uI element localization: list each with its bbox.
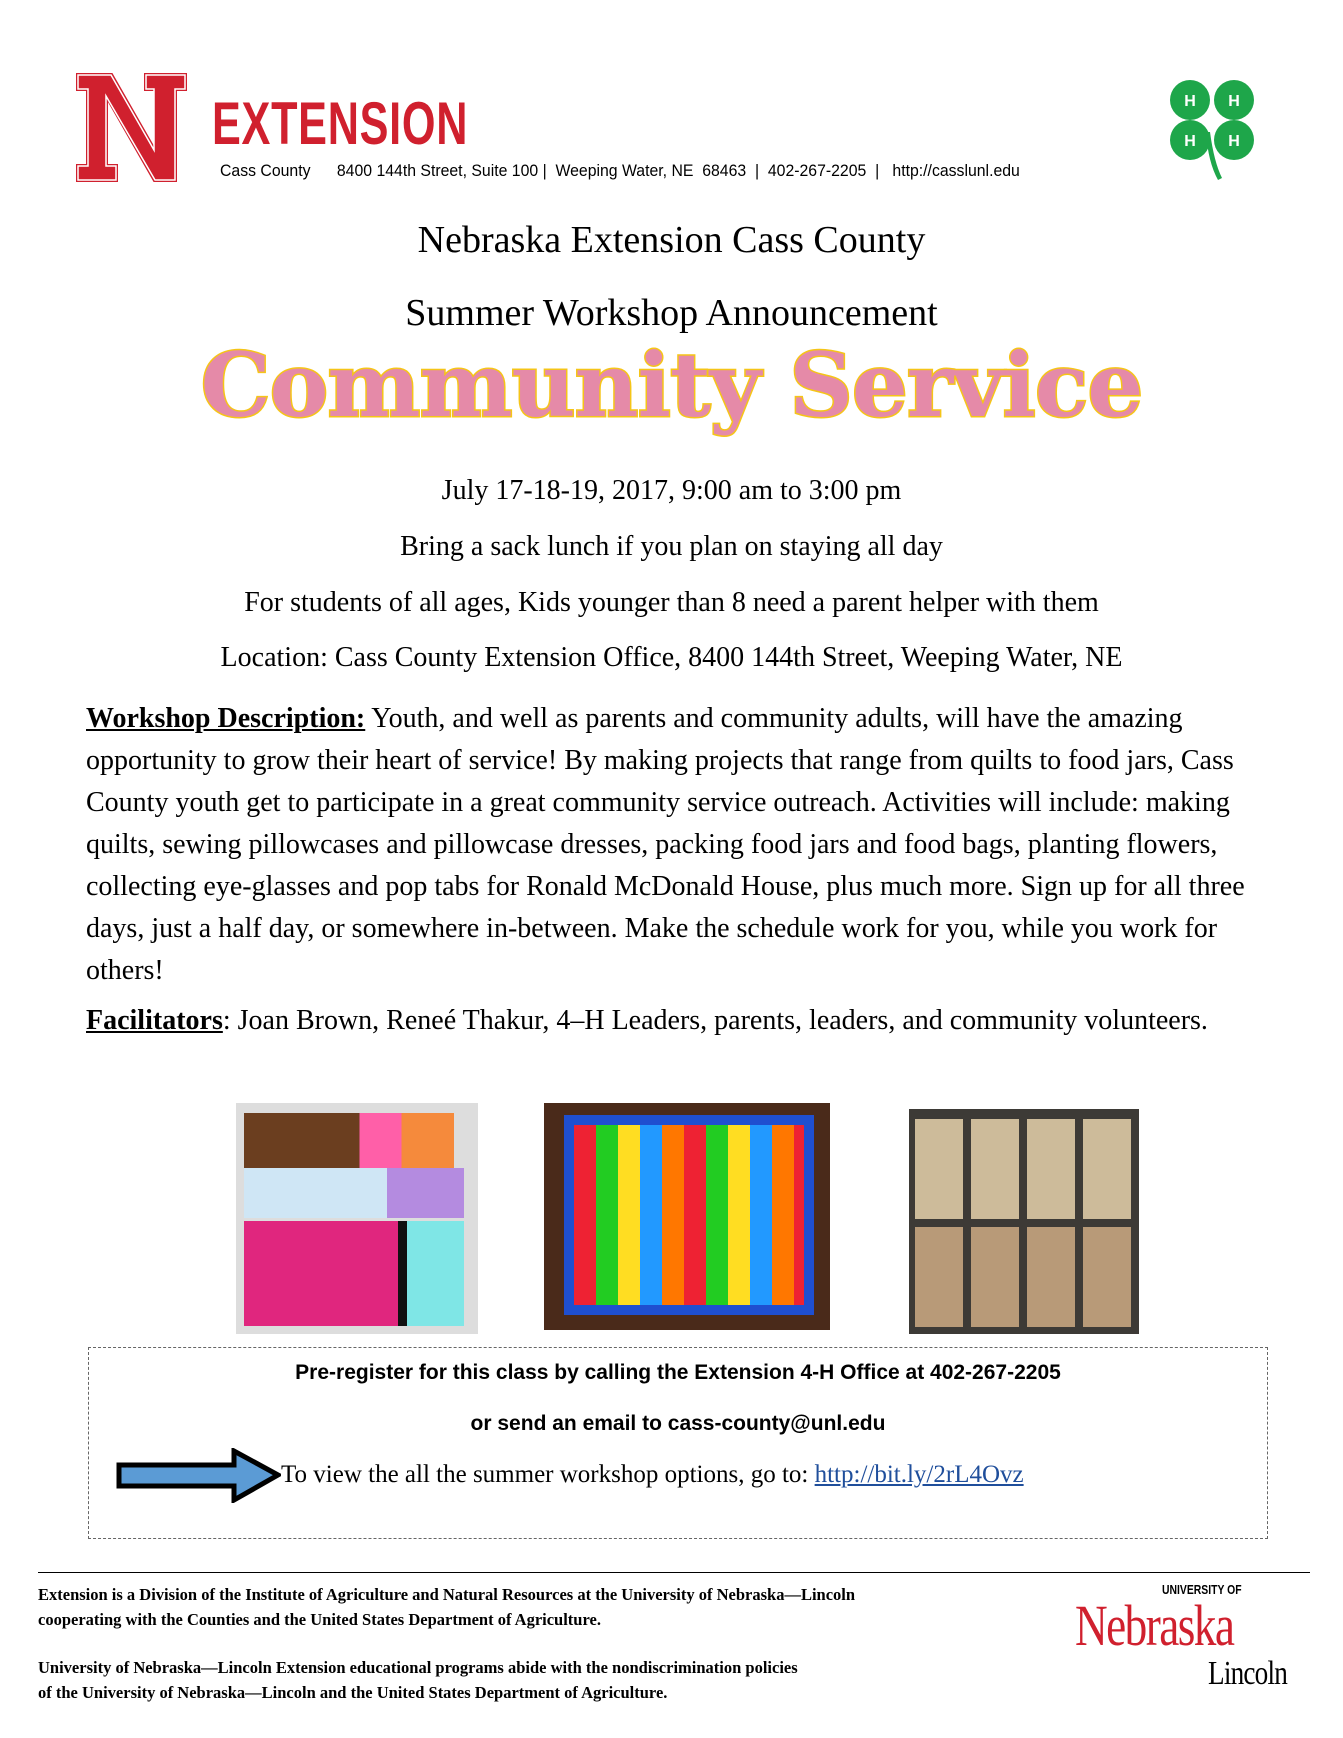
unl-logo: [1075, 1582, 1315, 1694]
facilitators: [86, 1000, 1264, 1042]
pillowcases-photo: [236, 1103, 478, 1334]
city: Weeping Water, NE 68463: [555, 161, 747, 180]
footer-line: University of Nebraska—Lincoln Extension educational programs abide with the nondiscrimination policies: [38, 1658, 798, 1677]
workshop-options-line: [281, 1460, 1024, 1490]
event-dates: July 17-18-19, 2017, 9:00 am to 3:00 pm: [441, 475, 902, 506]
svg-text:H: H: [1184, 133, 1196, 150]
registration-box: [88, 1347, 1268, 1539]
facilitators-text: : Joan Brown, Reneé Thakur, 4–H Leaders, parents, leaders, and community volunteers.: [222, 1005, 1208, 1036]
nebraska-n-logo: [73, 70, 190, 185]
logo-lincoln: Lincoln: [1208, 1655, 1288, 1692]
arrow-right-icon: [116, 1448, 281, 1503]
address: 8400 144th Street, Suite 100: [336, 161, 539, 180]
footer-divider: [38, 1572, 1310, 1573]
description-label: Workshop Description:: [86, 703, 366, 734]
footer-line: of the University of Nebraska—Lincoln and the United States Department of Agriculture.: [38, 1683, 668, 1702]
description-text: Youth, and well as parents and community adults, will have the amazing opportunity to grow their heart of service! By making projects that range from quilts to food jars, Cass County youth get to participate in a great community service outreach. Activities will include: making quilts, sewing pillowcases and pillowcase dresses, packing food jars and food bags, planting flowers, collecting eye-glasses and pop tabs for Ronald McDonald House, plus much more. Sign up for all three days, just a half day, or somewhere in-between. Make the schedule work for you, while you work for others!: [86, 703, 1245, 986]
headline: Community Service: [200, 333, 1143, 437]
workshop-description: [86, 698, 1264, 992]
register-phone: Pre-register for this class by calling the Extension 4-H Office at 402-267-2205: [295, 1361, 1061, 1384]
4h-clover-logo: [1158, 72, 1268, 180]
svg-text:H: H: [1184, 93, 1196, 110]
register-email: or send an email to cass-county@unl.edu: [470, 1412, 886, 1435]
workshop-options-link[interactable]: http://bit.ly/2rL4Ovz: [814, 1461, 1024, 1488]
description-section: [86, 698, 1264, 1042]
footer-line: cooperating with the Counties and the United States Department of Agriculture.: [38, 1610, 601, 1629]
location: Location: Cass County Extension Office, 8400 144th Street, Weeping Water, NE: [220, 642, 1123, 673]
svg-text:H: H: [1228, 93, 1240, 110]
footer-nondiscrimination: [38, 1655, 798, 1705]
food-jars-photo: [909, 1109, 1139, 1334]
ages-note: For students of all ages, Kids younger than 8 need a parent helper with them: [244, 587, 1099, 618]
logo-university: UNIVERSITY OF: [1162, 1582, 1242, 1597]
facilitators-label: Facilitators: [86, 1005, 223, 1036]
contact-line: Cass County 8400 144th Street, Suite 100 | Weeping Water, NE 68463 | 402-267-2205 | http://casslunl.edu: [220, 161, 1020, 180]
lunch-note: Bring a sack lunch if you plan on staying all day: [400, 531, 943, 562]
title-line-1: Nebraska Extension Cass County: [417, 219, 926, 261]
extension-wordmark: EXTENSION: [212, 90, 469, 157]
phone: 402-267-2205: [767, 161, 867, 180]
quilt-photo: [544, 1103, 830, 1330]
county: Cass County: [220, 161, 311, 180]
svg-text:H: H: [1228, 133, 1240, 150]
logo-nebraska: Nebraska: [1075, 1593, 1234, 1658]
title-line-2: Summer Workshop Announcement: [405, 292, 938, 334]
options-text: To view the all the summer workshop options, go to:: [281, 1461, 815, 1488]
footer-division-note: [38, 1582, 855, 1632]
website-link[interactable]: http://casslunl.edu: [892, 161, 1020, 180]
footer-line: Extension is a Division of the Institute of Agriculture and Natural Resources at the University of Nebraska—Lincoln: [38, 1585, 856, 1604]
